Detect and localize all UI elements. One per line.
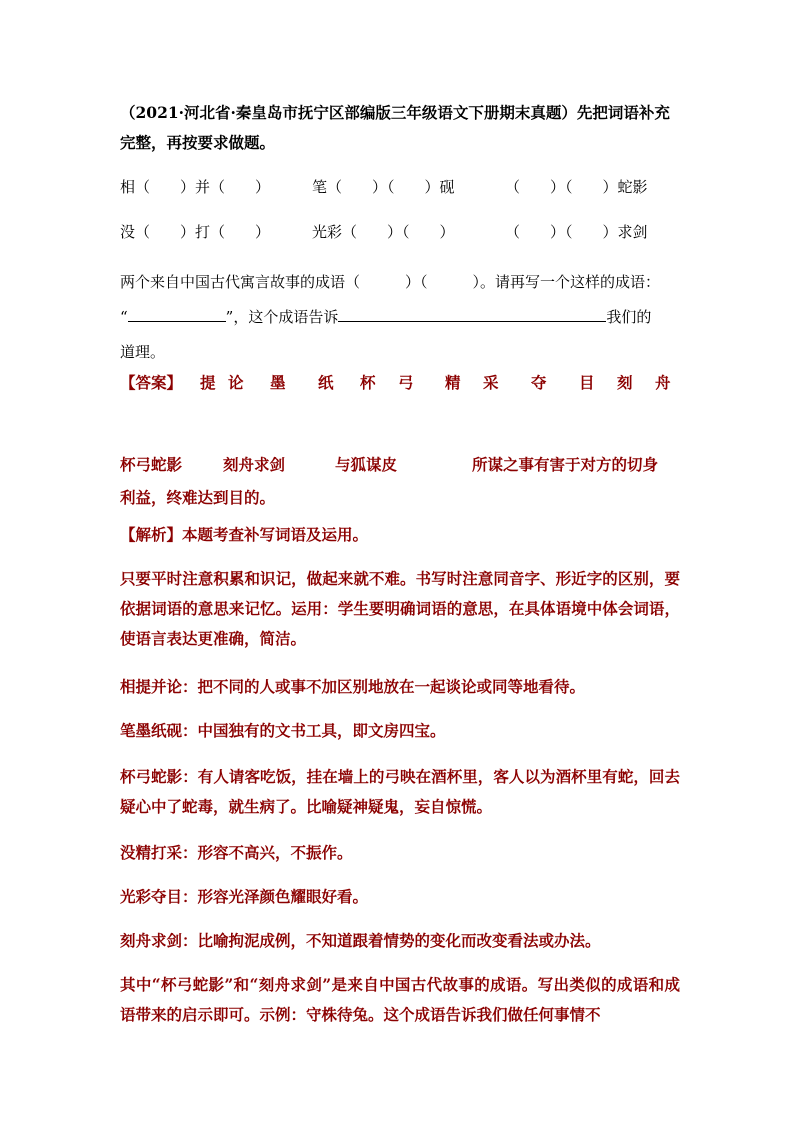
analysis-paragraph: 相提并论：把不同的人或事不加区别地放在一起谈论或同等地看待。 xyxy=(120,677,586,696)
fill-row-1 xyxy=(120,176,648,198)
analysis-paragraph: 没精打采：形容不高兴，不振作。 xyxy=(120,843,353,862)
answer-continuation: 利益，终难达到目的。 xyxy=(120,488,276,507)
answer-char: 弓 xyxy=(398,373,414,392)
quote-open: “ xyxy=(120,308,128,326)
answer-char: 夺 xyxy=(531,373,547,392)
question-line-1: 两个来自中国古代寓言故事的成语（ ）（ ）。请再写一个这样的成语： xyxy=(120,273,661,291)
answer-char: 刻 xyxy=(617,373,633,392)
answer-words xyxy=(120,448,680,514)
question-line-2-end: 我们的 xyxy=(606,308,652,326)
fill-item: （ ）（ ）蛇影 xyxy=(505,178,648,196)
analysis-paragraph: 其中“杯弓蛇影”和“刻舟求剑”是来自中国古代故事的成语。写出类似的成语和成语带来的启示即可。示例：守株待兔。这个成语告诉我们做任何事情不 xyxy=(120,975,680,1024)
answer-word: 所谋之事有害于对方的切身 xyxy=(472,455,659,474)
answer-char: 墨 xyxy=(270,373,286,392)
answer-char: 舟 xyxy=(655,373,671,392)
fill-item: 相（ ）并（ ） xyxy=(120,178,271,196)
fill-item: （ ）（ ）求剑 xyxy=(505,223,648,241)
question-line-3: 道理。 xyxy=(120,343,166,361)
fill-row-2 xyxy=(120,221,648,243)
analysis-paragraph: 杯弓蛇影：有人请客吃饭，挂在墙上的弓映在酒杯里，客人以为酒杯里有蛇，回去疑心中了蛇毒，就生病了。比喻疑神疑鬼，妄自惊慌。 xyxy=(120,767,680,816)
answer-char: 提 xyxy=(200,373,216,392)
answer-word: 杯弓蛇影 xyxy=(120,455,183,474)
answer-blank-idiom[interactable] xyxy=(128,305,226,322)
question-body xyxy=(120,265,680,370)
analysis-intro-text: 本题考查补写词语及运用。 xyxy=(182,525,369,544)
analysis-paragraph: 只要平时注意积累和识记，做起来就不难。书写时注意同音字、形近字的区别，要依据词语的意思来记忆。运用：学生要明确词语的意思，在具体语境中体会词语，使语言表达更准确，简洁。 xyxy=(120,569,680,648)
answer-line xyxy=(120,372,671,394)
question-line-2 xyxy=(120,300,680,335)
analysis-label: 【解析】 xyxy=(120,525,183,544)
answer-label: 【答案】 xyxy=(120,373,183,392)
answer-char: 目 xyxy=(579,373,595,392)
question-title: （2021·河北省·秦皇岛市抚宁区部编版三年级语文下册期末真题）先把词语补充完整，再按要求做题。 xyxy=(120,103,670,152)
answer-char: 论 xyxy=(228,373,244,392)
answer-char: 纸 xyxy=(318,373,334,392)
answer-char: 杯 xyxy=(360,373,376,392)
analysis-paragraph: 光彩夺目：形容光泽颜色耀眼好看。 xyxy=(120,887,369,906)
fill-item: 没（ ）打（ ） xyxy=(120,223,271,241)
fill-item: 笔（ ）（ ）砚 xyxy=(312,178,455,196)
answer-word: 与狐谋皮 xyxy=(335,455,398,474)
answer-char: 精 xyxy=(445,373,461,392)
analysis-intro xyxy=(120,520,680,550)
question-line-2-mid: ”，这个成语告诉 xyxy=(225,308,339,326)
answer-char: 采 xyxy=(483,373,499,392)
fill-item: 光彩（ ）（ ） xyxy=(312,223,455,241)
analysis-paragraph: 笔墨纸砚：中国独有的文书工具，即文房四宝。 xyxy=(120,721,446,740)
answer-blank-meaning[interactable] xyxy=(338,305,606,322)
analysis-paragraph: 刻舟求剑：比喻拘泥成例，不知道跟着情势的变化而改变看法或办法。 xyxy=(120,931,601,950)
answer-word: 刻舟求剑 xyxy=(223,455,286,474)
